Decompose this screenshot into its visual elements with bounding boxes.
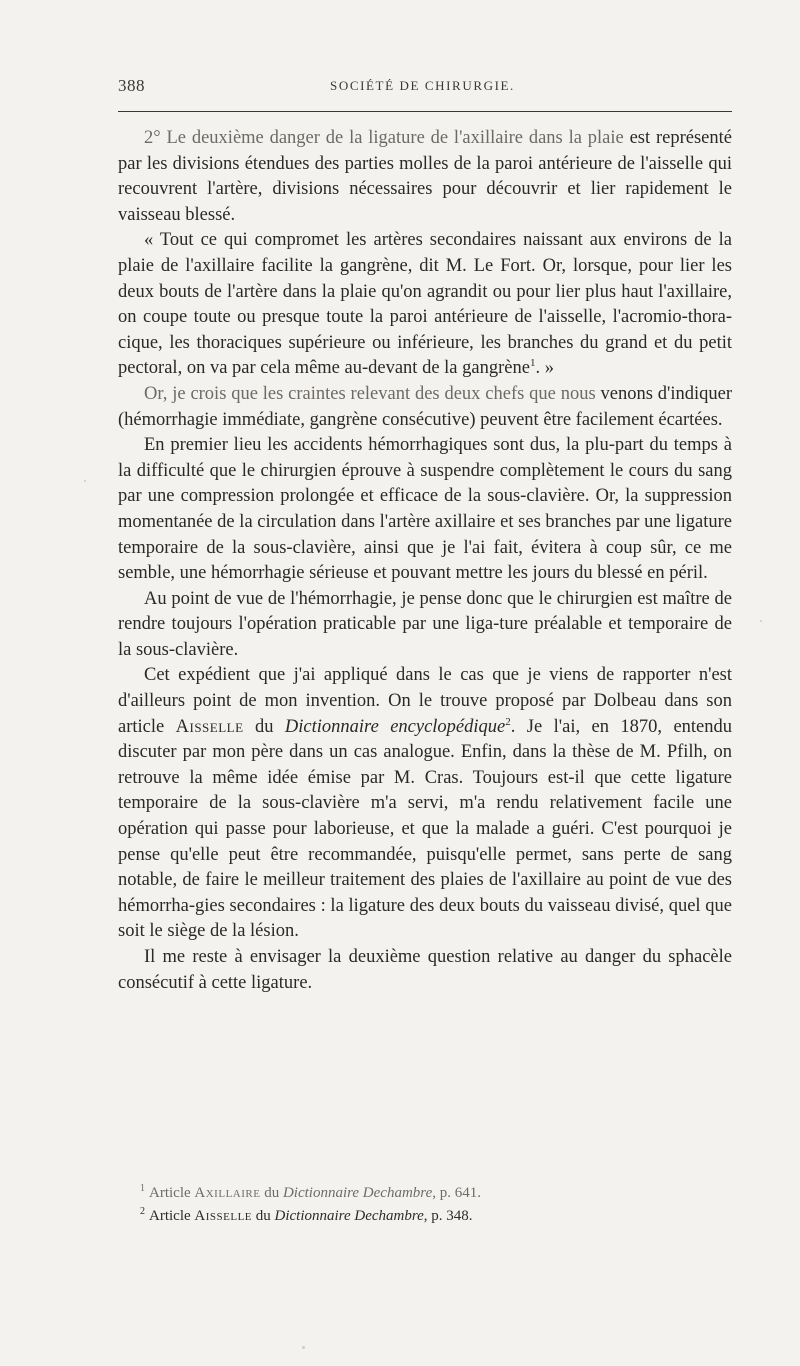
paragraph-2 [118, 228, 732, 382]
paragraph-4-text: En premier lieu les accidents hémorrhagiques sont dus, la plu-part du temps à la difficulté que le chirurgien éprouve à suspendre complètement le cours du sang par une compression prolongée et efficace de la sous-clavière. Or, la suppression momentanée de la circulation dans l'artère axillaire et ses branches par une ligature temporaire de la sous-clavière, ainsi que je l'ai fait, évitera à coup sûr, ce me semble, une hémorrhagie sérieuse et pouvant mettre les jours du blessé en péril. [118, 435, 732, 584]
page-number: 388 [118, 76, 145, 95]
footnote-ref-1: 1 [529, 357, 536, 370]
paragraph-1-text: est représenté par les divisions étendues des parties molles de la paroi antérieure de l'aisselle qui recouvrent l'artère, divisions nécessaires pour découvrir et lier rapidement le vaisseau blessé. [118, 128, 732, 225]
paragraph-6-italic-title: Dictionnaire encyclopédique [284, 716, 506, 737]
header-rule [118, 111, 732, 112]
paragraph-6-smallcaps: Aisselle [175, 716, 244, 737]
paragraph-5 [118, 587, 732, 664]
journal-title: SOCIÉTÉ DE CHIRURGIE. [330, 78, 515, 93]
footnote-2-prefix: Article [149, 1208, 195, 1224]
footnote-1-prefix: Article [149, 1185, 195, 1201]
paper-speck [84, 480, 86, 482]
paragraph-2-tail: . » [535, 358, 554, 379]
running-head [118, 76, 732, 100]
paragraph-7-text: Il me reste à envisager la deuxième question relative au danger du sphacèle consécutif à cette ligature. [118, 947, 732, 993]
footnote-1-middle: du [260, 1185, 283, 1201]
paragraph-6-text-b: du [243, 716, 285, 737]
paragraph-6-text-a: Cet expédient que j'ai appliqué dans le cas que je viens de rapporter n'est d'ailleurs point de mon invention. On le trouve proposé par Dolbeau dans son article [118, 665, 732, 737]
paragraph-3 [118, 382, 732, 433]
footnote-1 [140, 1182, 732, 1205]
paper-speck [302, 1346, 305, 1349]
paragraph-3-lead: Or, je crois que les craintes relevant des deux chefs que nous [144, 383, 596, 404]
footnote-1-mark: 1 [140, 1183, 145, 1194]
footnote-2-suffix: , p. 348. [423, 1208, 473, 1224]
paragraph-7 [118, 945, 732, 996]
footnotes [140, 1182, 732, 1228]
paragraph-4 [118, 433, 732, 587]
footnote-ref-2: 2 [505, 715, 511, 728]
footnote-2-mark: 2 [140, 1206, 145, 1217]
paragraph-6 [118, 663, 732, 945]
footnote-2 [140, 1205, 732, 1228]
body-text [118, 126, 732, 996]
paper-speck [760, 620, 762, 622]
paragraph-3-text: venons d'indiquer (hémorrhagie immédiate, gangrène consécutive) peuvent être facilement écartées. [118, 383, 732, 430]
footnote-2-middle: du [252, 1208, 275, 1224]
paragraph-1 [118, 126, 732, 228]
footnote-2-smallcaps: Aisselle [194, 1208, 253, 1224]
paragraph-5-text: Au point de vue de l'hémorrhagie, je pense donc que le chirurgien est maître de rendre toujours l'opération praticable par une liga-ture préalable et temporaire de la sous-clavière. [118, 588, 732, 660]
footnote-2-italic-title: Dictionnaire Dechambre [274, 1208, 424, 1224]
footnote-1-italic-title: Dictionnaire Dechambre [282, 1185, 433, 1201]
paragraph-2-text: « Tout ce qui compromet les artères secondaires naissant aux environs de la plaie de l'axillaire facilite la gangrène, dit M. Le Fort. Or, lorsque, pour lier les deux bouts de l'artère dans la plaie qu'on agrandit ou pour lier plus haut l'axillaire, on coupe toute ou presque toute la paroi antérieure de l'aisselle, l'acromio-thora-cique, les thoraciques supérieure ou inférieure, les branches du grand et du petit pectoral, on va par cela même au-devant de la gangrène [118, 230, 732, 379]
footnote-1-smallcaps: Axillaire [194, 1185, 261, 1201]
footnote-1-suffix: , p. 641. [432, 1185, 481, 1201]
paragraph-6-text-c: . Je l'ai, en 1870, entendu discuter par mon père dans un cas analogue. Enfin, dans la thèse de M. Pfilh, on retrouve la même idée émise par M. Cras. Toujours est-il que cette ligature temporaire de la sous-clavière m'a servi, m'a rendu relativement facile une opération qui passe pour laborieuse, et que la malade a guéri. C'est pourquoi je pense qu'elle peut être recommandée, puisqu'elle permet, sans perte de sang notable, de faire le meilleur traitement des plaies de l'axillaire au point de vue des hémorrha-gies secondaires : la ligature des deux bouts du vaisseau divisé, quel que soit le siège de la lésion. [118, 716, 733, 942]
paragraph-1-lead: 2° Le deuxième danger de la ligature de l'axillaire dans la plaie [144, 128, 624, 148]
